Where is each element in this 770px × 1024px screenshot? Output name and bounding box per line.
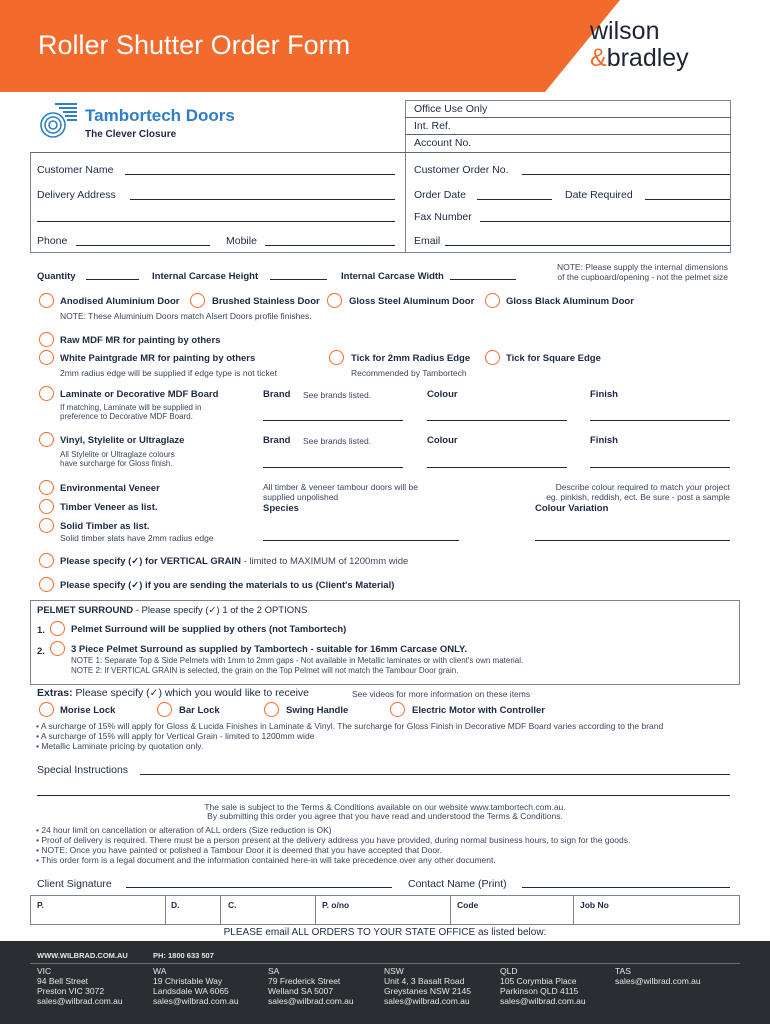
- extras-bullet-3: • Metallic Laminate pricing by quotation only.: [36, 741, 204, 751]
- tick-2mm-radio[interactable]: [329, 350, 344, 365]
- terms-bullet-1: • 24 hour limit on cancellation or alteration of ALL orders (Size reduction is OK): [36, 825, 332, 835]
- office-addr2: Greystanes NSW 2145: [384, 986, 471, 996]
- mobile-label: Mobile: [226, 235, 257, 247]
- office-state: QLD: [500, 966, 518, 976]
- veneer-mid-line2: supplied unpolished: [263, 492, 339, 502]
- office-email[interactable]: sales@wilbrad.com.au: [153, 996, 239, 1006]
- footer-phone: PH: 1800 633 507: [153, 951, 214, 960]
- swing-handle-label: Swing Handle: [286, 705, 349, 716]
- office-addr2: Preston VIC 3072: [37, 986, 105, 996]
- office-addr2: Welland SA 5007: [268, 986, 334, 996]
- contact-name-field[interactable]: [522, 887, 730, 888]
- white-paintgrade-label: White Paintgrade MR for painting by others: [60, 353, 256, 364]
- carcase-width-label: Internal Carcase Width: [341, 271, 444, 282]
- customer-order-no-label: Customer Order No.: [414, 164, 509, 176]
- environmental-veneer-radio[interactable]: [39, 480, 54, 495]
- office-addr1: Unit 4, 3 Basalt Road: [384, 976, 465, 986]
- extras-videos-note: See videos for more information on these items: [352, 689, 531, 699]
- vertical-grain-text: [60, 556, 408, 567]
- environmental-veneer-label: Environmental Veneer: [60, 483, 160, 494]
- carcase-width-field[interactable]: [450, 279, 516, 280]
- vertical-grain-radio[interactable]: [39, 553, 54, 568]
- extras-bullet-2: • A surcharge of 15% will apply for Vertical Grain - limited to 1200mm wide: [36, 731, 315, 741]
- office-addr2: Landsdale WA 6065: [153, 986, 229, 996]
- office-state: WA: [153, 966, 167, 976]
- electric-motor-label: Electric Motor with Controller: [412, 705, 546, 716]
- account-no-label: Account No.: [414, 137, 472, 149]
- species-label: Species: [263, 503, 299, 514]
- customer-box-left: [30, 152, 31, 253]
- brushed-stainless-label: Brushed Stainless Door: [212, 296, 320, 307]
- colour-variation-field[interactable]: [535, 540, 730, 541]
- phone-field[interactable]: [76, 245, 210, 246]
- vinyl-radio[interactable]: [39, 432, 54, 447]
- veneer-mid-line1: All timber & veneer tambour doors will be: [263, 482, 418, 492]
- gloss-black-label: Gloss Black Aluminum Door: [506, 296, 634, 307]
- extras-bullet-1: • A surcharge of 15% will apply for Gloss & Lucida Finishes in Laminate & Vinyl. The surcharge for Gloss Finish in Decorative MDF Board varies according to the brand: [36, 721, 664, 731]
- bar-lock-radio[interactable]: [157, 702, 172, 717]
- laminate-brand-field[interactable]: [263, 420, 403, 421]
- pelmet-note1: NOTE 1: Separate Top & Side Pelmets with 1mm to 2mm gaps - Not available in Metallic laminates or with client's own material.: [71, 656, 524, 665]
- dims-note-line1: NOTE: Please supply the internal dimensions: [556, 262, 728, 272]
- office-email[interactable]: sales@wilbrad.com.au: [500, 996, 586, 1006]
- code-code: Code: [457, 900, 479, 910]
- raw-mdf-radio[interactable]: [39, 332, 54, 347]
- terms-bullet-3: • NOTE: Once you have painted or polished a Tambour Door it is deemed that you have accepted that Door.: [36, 845, 442, 855]
- extras-title-rest: Please specify (✓) which you would like to receive: [72, 687, 310, 699]
- terms-bullet-4: • This order form is a legal document and the information contained here-in will take precedence over any other document.: [36, 855, 496, 865]
- office-use-box: [405, 100, 731, 253]
- swing-handle-radio[interactable]: [264, 702, 279, 717]
- brushed-stainless-radio[interactable]: [190, 293, 205, 308]
- date-required-label: Date Required: [565, 189, 633, 201]
- gloss-steel-label: Gloss Steel Aluminum Door: [349, 296, 475, 307]
- office-use-title: Office Use Only: [414, 103, 488, 115]
- divider: [405, 117, 731, 118]
- pelmet-opt1-radio[interactable]: [50, 621, 65, 636]
- raw-mdf-label: Raw MDF MR for painting by others: [60, 335, 221, 346]
- vinyl-colour-label: Colour: [427, 435, 458, 446]
- quantity-field[interactable]: [86, 279, 139, 280]
- tick-square-radio[interactable]: [485, 350, 500, 365]
- vinyl-brand-field[interactable]: [263, 467, 403, 468]
- office-email[interactable]: sales@wilbrad.com.au: [37, 996, 123, 1006]
- tambortech-name: Tambortech Doors: [85, 106, 235, 125]
- white-paintgrade-note: 2mm radius edge will be supplied if edge type is not ticket: [60, 368, 277, 378]
- delivery-address-label: Delivery Address: [37, 189, 116, 201]
- office-nsw: [384, 966, 471, 1006]
- office-addr2: Parkinson QLD 4115: [500, 986, 579, 996]
- phone-label: Phone: [37, 235, 68, 247]
- vinyl-label: Vinyl, Stylelite or Ultraglaze: [60, 435, 185, 446]
- pelmet-note2: NOTE 2: If VERTICAL GRAIN is selected, the grain on the Top Pelmet will not match the Tambour Door grain.: [71, 666, 459, 675]
- solid-timber-note: Solid timber slats have 2mm radius edge: [60, 533, 214, 543]
- terms-bullet-2: • Proof of delivery is required. There must be a person present at the delivery address you have provided, during normal business hours, to sign for the goods.: [36, 835, 631, 845]
- office-sa: [268, 966, 354, 1006]
- divider: [165, 895, 166, 925]
- vinyl-finish-field[interactable]: [590, 467, 730, 468]
- vinyl-brand-label: Brand: [263, 435, 291, 446]
- code-po: P. o/no: [322, 900, 350, 910]
- footer-divider: [30, 963, 740, 964]
- white-paintgrade-radio[interactable]: [39, 350, 54, 365]
- pelmet-opt1-label: Pelmet Surround will be supplied by others (not Tambortech): [71, 624, 347, 635]
- logo-ampersand: &: [590, 44, 607, 72]
- laminate-radio[interactable]: [39, 386, 54, 401]
- vinyl-brand-hint: See brands listed.: [303, 436, 372, 446]
- office-addr1: 79 Frederick Street: [268, 976, 341, 986]
- divider: [220, 895, 221, 925]
- gloss-black-radio[interactable]: [485, 293, 500, 308]
- divider: [405, 134, 731, 135]
- quantity-label: Quantity: [37, 271, 76, 282]
- tambortech-tagline: The Clever Closure: [85, 129, 177, 140]
- divider: [573, 895, 574, 925]
- order-date-field[interactable]: [477, 199, 552, 200]
- laminate-colour-field[interactable]: [427, 420, 567, 421]
- tick-square-label: Tick for Square Edge: [506, 353, 601, 364]
- mortise-lock-label: Morise Lock: [60, 705, 116, 716]
- dims-note-line2: of the cupboard/opening - not the pelmet size: [557, 272, 728, 282]
- veneer-right-line2: eg. pinkish, reddish, ect. Be sure - post a sample: [546, 492, 730, 502]
- vinyl-colour-field[interactable]: [427, 467, 567, 468]
- pelmet-num-2: 2.: [37, 646, 45, 657]
- veneer-right-line1: Describe colour required to match your project: [555, 482, 730, 492]
- client-signature-field[interactable]: [126, 887, 392, 888]
- office-wa: [153, 966, 239, 1006]
- terms-line1: The sale is subject to the Terms & Conditions available on our website www.tambortech.com.au.: [204, 802, 566, 812]
- email-label: Email: [414, 235, 441, 247]
- tick-2mm-note: Recommended by Tambortech: [351, 368, 467, 378]
- pelmet-opt2-radio[interactable]: [50, 641, 65, 656]
- gloss-steel-radio[interactable]: [327, 293, 342, 308]
- electric-motor-radio[interactable]: [390, 702, 405, 717]
- laminate-note-line1: If matching, Laminate will be supplied in: [60, 403, 202, 412]
- laminate-label: Laminate or Decorative MDF Board: [60, 389, 219, 400]
- office-qld: [500, 966, 586, 1006]
- timber-veneer-label: Timber Veneer as list.: [60, 502, 158, 513]
- logo-line1: wilson: [590, 17, 660, 45]
- delivery-address-field-2[interactable]: [37, 221, 395, 222]
- customer-box-bottom: [30, 252, 731, 253]
- code-job-no: Job No: [580, 900, 609, 910]
- office-vic: [37, 966, 123, 1006]
- laminate-brand-hint: See brands listed.: [303, 390, 372, 400]
- fax-number-label: Fax Number: [414, 211, 472, 223]
- anodised-aluminium-radio[interactable]: [39, 293, 54, 308]
- divider: [315, 895, 316, 925]
- special-instructions-label: Special Instructions: [37, 764, 129, 776]
- pelmet-title-bold: PELMET SURROUND: [37, 605, 134, 616]
- office-codes-box: [30, 895, 740, 925]
- colour-variation-label: Colour Variation: [535, 503, 609, 514]
- date-required-field[interactable]: [645, 199, 730, 200]
- divider: [450, 895, 451, 925]
- vertical-grain-rest: - limited to MAXIMUM of 1200mm wide: [240, 556, 409, 567]
- customer-name-field[interactable]: [125, 174, 395, 175]
- vinyl-note-line1: All Stylelite or Ultraglaze colours: [60, 450, 175, 459]
- laminate-note-line2: preference to Decorative MDF Board.: [60, 412, 193, 421]
- pelmet-title-rest: - Please specify (✓) 1 of the 2 OPTIONS: [133, 605, 308, 616]
- footer-website[interactable]: WWW.WILBRAD.COM.AU: [37, 951, 128, 960]
- mortise-lock-radio[interactable]: [39, 702, 54, 717]
- vinyl-finish-label: Finish: [590, 435, 618, 446]
- solid-timber-radio[interactable]: [39, 518, 54, 533]
- code-p: P.: [37, 900, 44, 910]
- tambortech-logo-icon: [37, 101, 79, 141]
- special-instructions-field[interactable]: [140, 774, 730, 775]
- email-orders-note: PLEASE email ALL ORDERS TO YOUR STATE OFFICE as listed below:: [223, 927, 547, 938]
- extras-title: [37, 687, 309, 699]
- office-email[interactable]: sales@wilbrad.com.au: [615, 976, 701, 986]
- divider: [30, 152, 731, 153]
- bar-lock-label: Bar Lock: [179, 705, 220, 716]
- office-email[interactable]: sales@wilbrad.com.au: [268, 996, 354, 1006]
- timber-veneer-radio[interactable]: [39, 499, 54, 514]
- office-state: NSW: [384, 966, 404, 976]
- client-material-radio[interactable]: [39, 577, 54, 592]
- laminate-colour-label: Colour: [427, 389, 458, 400]
- office-email[interactable]: sales@wilbrad.com.au: [384, 996, 470, 1006]
- tick-2mm-label: Tick for 2mm Radius Edge: [351, 353, 471, 364]
- anodised-aluminium-label: Anodised Aluminium Door: [60, 296, 180, 307]
- office-state: TAS: [615, 966, 631, 976]
- customer-name-label: Customer Name: [37, 164, 114, 176]
- vinyl-note-line2: have surcharge for Gloss finish.: [60, 459, 173, 468]
- office-state: SA: [268, 966, 280, 976]
- client-signature-label: Client Signature: [37, 878, 112, 890]
- mobile-field[interactable]: [265, 245, 395, 246]
- pelmet-num-1: 1.: [37, 625, 45, 636]
- special-instructions-field-2[interactable]: [37, 795, 730, 796]
- delivery-address-field[interactable]: [130, 199, 395, 200]
- customer-order-no-field[interactable]: [522, 174, 730, 175]
- office-addr1: 94 Bell Street: [37, 976, 89, 986]
- code-d: D.: [171, 900, 180, 910]
- laminate-finish-field[interactable]: [590, 420, 730, 421]
- pelmet-opt2-label: 3 Piece Pelmet Surround as supplied by Tambortech - suitable for 16mm Carcase ONLY.: [71, 644, 467, 655]
- aluminium-note: NOTE: These Aluminium Doors match Alsert Doors profile finishes.: [60, 311, 312, 321]
- office-state: VIC: [37, 966, 52, 976]
- code-c: C.: [228, 900, 237, 910]
- solid-timber-label: Solid Timber as list.: [60, 521, 150, 532]
- species-field[interactable]: [263, 540, 459, 541]
- office-addr1: 19 Christable Way: [153, 976, 223, 986]
- int-ref-label: Int. Ref.: [414, 120, 451, 132]
- fax-number-field[interactable]: [480, 221, 730, 222]
- carcase-height-label: Internal Carcase Height: [152, 271, 259, 282]
- office-addr1: 105 Corymbia Place: [500, 976, 577, 986]
- page-title: Roller Shutter Order Form: [38, 30, 351, 60]
- office-tas: [615, 966, 701, 986]
- vertical-grain-bold: Please specify (✓) for VERTICAL GRAIN: [60, 556, 241, 567]
- logo-line2: bradley: [606, 44, 689, 72]
- order-date-label: Order Date: [414, 189, 466, 201]
- client-material-label: Please specify (✓) if you are sending the materials to us (Client's Material): [60, 580, 395, 591]
- email-field[interactable]: [445, 245, 730, 246]
- laminate-brand-label: Brand: [263, 389, 291, 400]
- terms-line2: By submitting this order you agree that you have read and understood the Terms & Conditions.: [207, 811, 563, 821]
- pelmet-title: [37, 605, 307, 616]
- wilson-bradley-logo: [590, 18, 689, 72]
- extras-title-bold: Extras:: [37, 687, 73, 699]
- carcase-height-field[interactable]: [270, 279, 327, 280]
- contact-name-label: Contact Name (Print): [408, 878, 507, 890]
- laminate-finish-label: Finish: [590, 389, 618, 400]
